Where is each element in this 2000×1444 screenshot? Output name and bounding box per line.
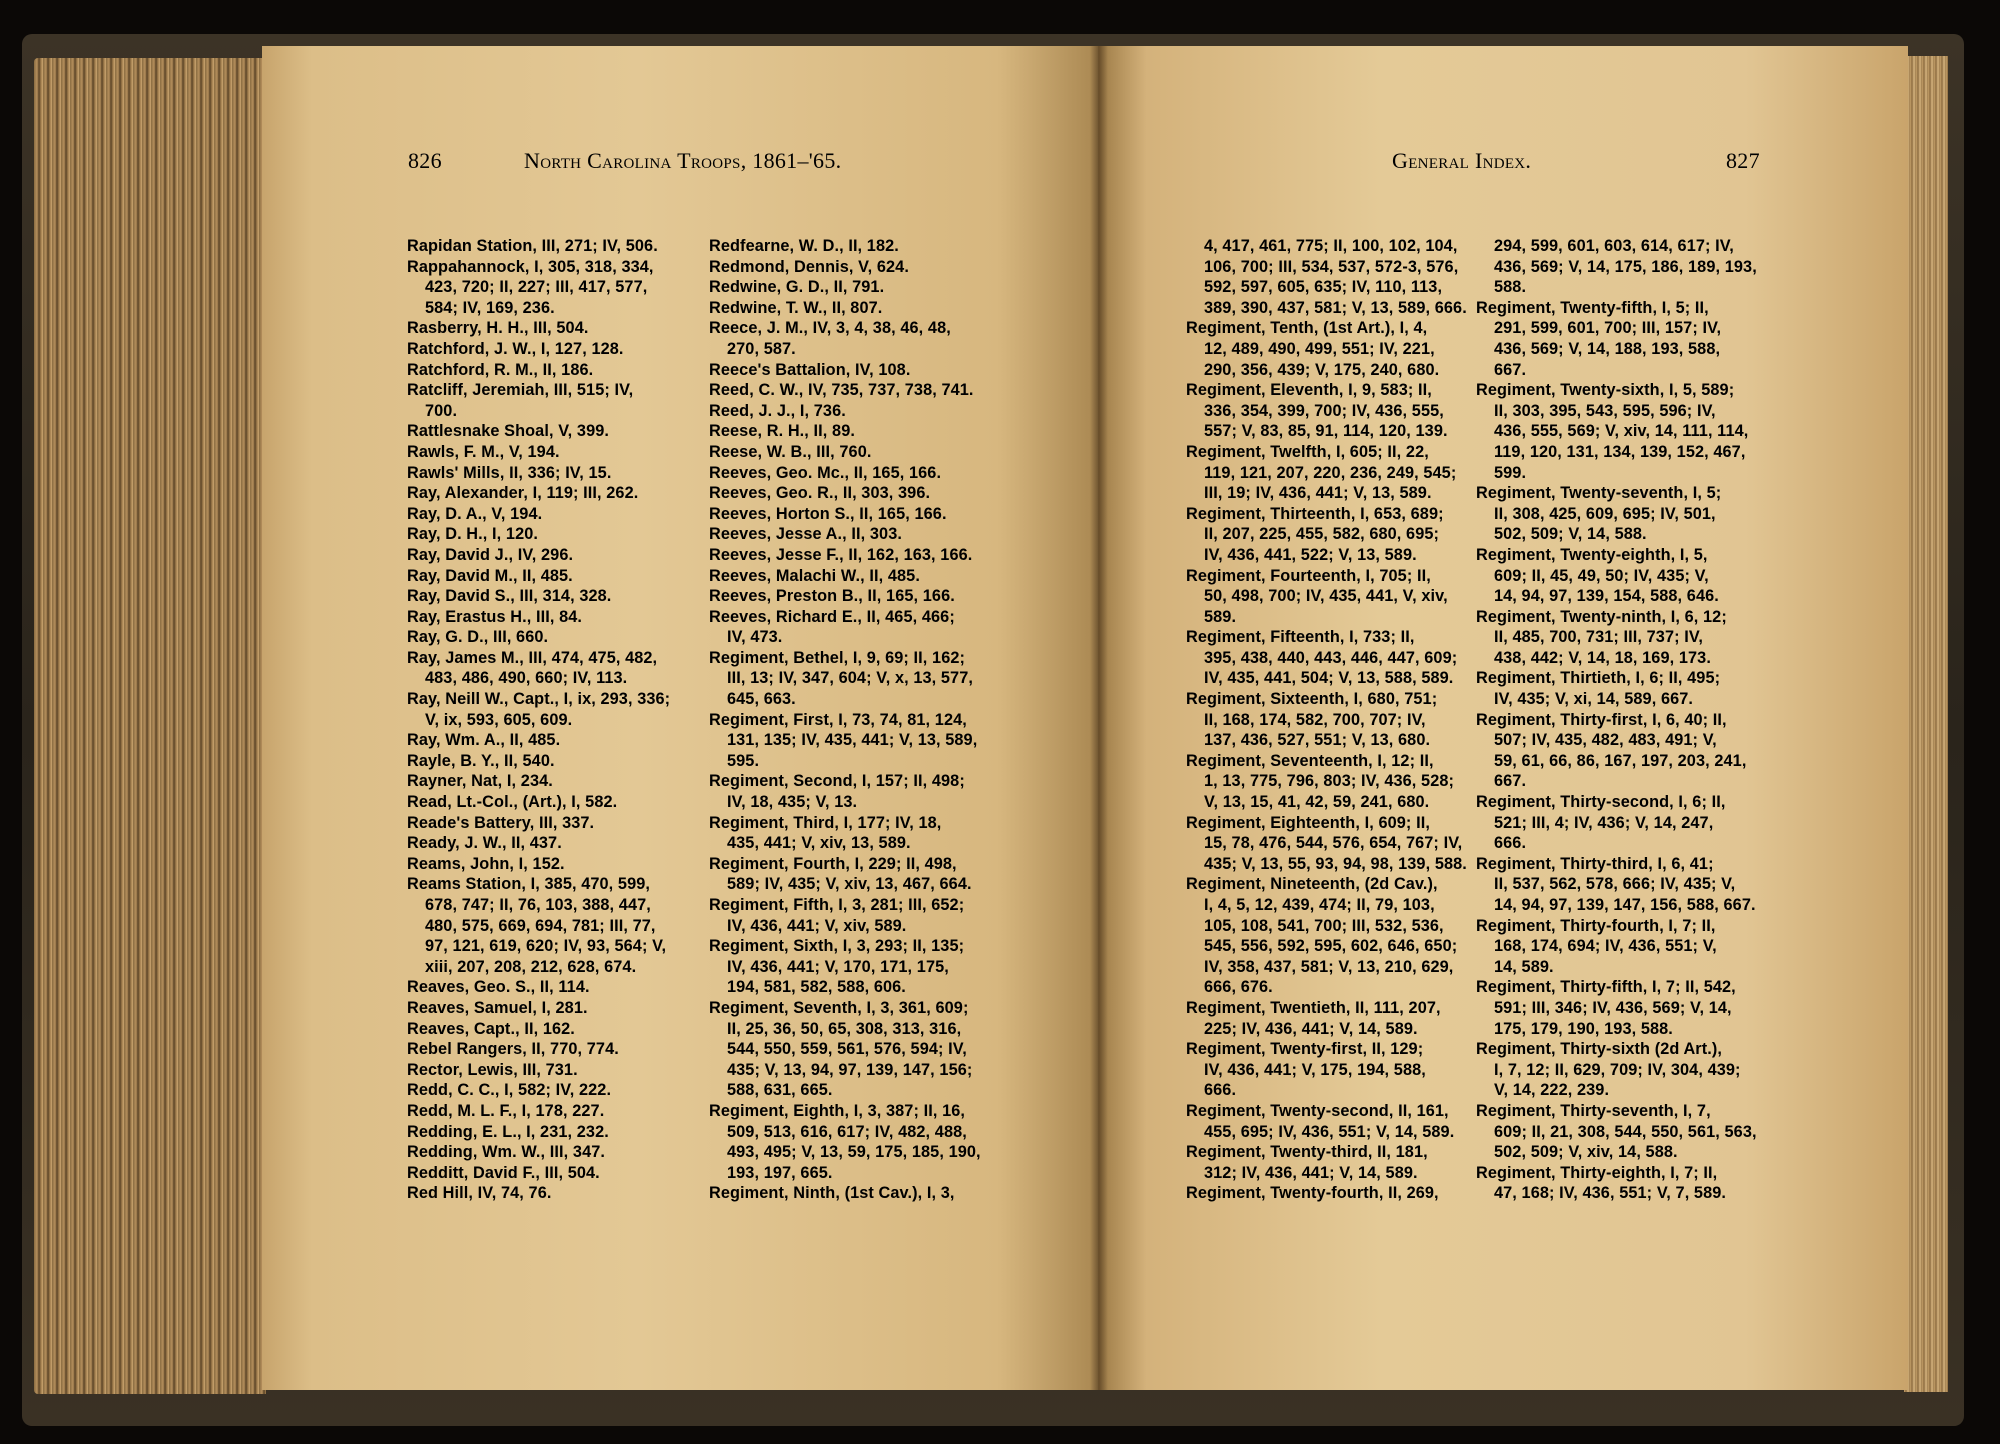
- index-entry-continuation: 545, 556, 592, 595, 602, 646, 650;: [1204, 937, 1458, 956]
- index-entry: Regiment, Thirty-eighth, I, 7; II,: [1476, 1163, 1718, 1182]
- index-entry: Reams, John, I, 152.: [407, 854, 565, 873]
- index-entry-continuation: 521; III, 4; IV, 436; V, 14, 247,: [1494, 813, 1714, 832]
- index-entry: Regiment, Third, I, 177; IV, 18,: [709, 813, 942, 832]
- index-entry-continuation: 592, 597, 605, 635; IV, 110, 113,: [1204, 278, 1443, 297]
- index-entry-continuation: 105, 108, 541, 700; III, 532, 536,: [1204, 916, 1444, 935]
- index-entry: Reaves, Capt., II, 162.: [407, 1019, 575, 1038]
- index-entry: Reams Station, I, 385, 470, 599,: [407, 875, 651, 894]
- index-entry: Reeves, Malachi W., II, 485.: [709, 566, 920, 585]
- index-entry: Regiment, Twenty-fourth, II, 269,: [1186, 1184, 1439, 1203]
- index-entry: Redding, E. L., I, 231, 232.: [407, 1122, 609, 1141]
- index-entry-continuation: 50, 498, 700; IV, 435, 441, V, xiv,: [1204, 587, 1448, 606]
- index-entry: Regiment, Thirteenth, I, 653, 689;: [1186, 504, 1444, 523]
- index-entry-continuation: 193, 197, 665.: [727, 1163, 833, 1182]
- index-entry: Redding, Wm. W., III, 347.: [407, 1143, 605, 1162]
- index-entry-continuation: 436, 569; V, 14, 175, 186, 189, 193,: [1494, 257, 1757, 276]
- index-entry-continuation: 14, 94, 97, 139, 154, 588, 646.: [1494, 587, 1719, 606]
- index-entry-continuation: IV, 436, 441, 522; V, 13, 589.: [1204, 545, 1417, 564]
- index-entry-continuation: V, 14, 222, 239.: [1494, 1081, 1610, 1100]
- index-entry: Reeves, Richard E., II, 465, 466;: [709, 607, 955, 626]
- index-entry: Reed, C. W., IV, 735, 737, 738, 741.: [709, 381, 974, 400]
- index-entry-continuation: II, 207, 225, 455, 582, 680, 695;: [1204, 525, 1440, 544]
- left-running-title: [524, 148, 841, 174]
- index-entry-continuation: 119, 121, 207, 220, 236, 249, 545;: [1204, 463, 1457, 482]
- index-entry: Regiment, Tenth, (1st Art.), I, 4,: [1186, 319, 1428, 338]
- index-entry-continuation: 493, 495; V, 13, 59, 175, 185, 190,: [727, 1143, 981, 1162]
- index-entry-continuation: 47, 168; IV, 436, 551; V, 7, 589.: [1494, 1184, 1727, 1203]
- index-entry-continuation: 666.: [1204, 1081, 1237, 1100]
- index-entry: Rasberry, H. H., III, 504.: [407, 319, 589, 338]
- index-entry-continuation: 609; II, 21, 308, 544, 550, 561, 563,: [1494, 1122, 1757, 1141]
- index-entry-continuation: 509, 513, 616, 617; IV, 482, 488,: [727, 1122, 967, 1141]
- index-entry-continuation: 480, 575, 669, 694, 781; III, 77,: [425, 916, 656, 935]
- index-entry: Reese, R. H., II, 89.: [709, 422, 855, 441]
- index-entry: Reeves, Jesse A., II, 303.: [709, 525, 902, 544]
- index-entry: Rebel Rangers, II, 770, 774.: [407, 1040, 619, 1059]
- index-entry: Rappahannock, I, 305, 318, 334,: [407, 257, 654, 276]
- index-entry: Regiment, Bethel, I, 9, 69; II, 162;: [709, 648, 966, 667]
- index-entry: Ready, J. W., II, 437.: [407, 834, 562, 853]
- index-entry-continuation: 589; IV, 435; V, xiv, 13, 467, 664.: [727, 875, 972, 894]
- index-entry: Regiment, Twenty-ninth, I, 6, 12;: [1476, 607, 1727, 626]
- right-running-title: General Index.: [1392, 148, 1532, 173]
- index-entry: Ray, D. H., I, 120.: [407, 525, 538, 544]
- index-entry: Regiment, Twenty-second, II, 161,: [1186, 1101, 1449, 1120]
- index-entry: Ray, Erastus H., III, 84.: [407, 607, 583, 626]
- index-entry: Ray, Alexander, I, 119; III, 262.: [407, 484, 639, 503]
- index-entry-continuation: 678, 747; II, 76, 103, 388, 447,: [425, 896, 651, 914]
- index-entry: Regiment, Twenty-third, II, 181,: [1186, 1143, 1428, 1162]
- index-entry-continuation: 666.: [1494, 834, 1527, 853]
- index-entry-continuation: 667.: [1494, 772, 1527, 791]
- index-entry: Ray, Wm. A., II, 485.: [407, 731, 561, 750]
- book-gutter: [1090, 46, 1108, 1390]
- index-entry-continuation: 15, 78, 476, 544, 576, 654, 767; IV,: [1204, 834, 1463, 853]
- index-entry: Reaves, Geo. S., II, 114.: [407, 978, 590, 997]
- index-entry-continuation: 502, 509; V, xiv, 14, 588.: [1494, 1143, 1678, 1162]
- index-entry: Regiment, Twelfth, I, 605; II, 22,: [1186, 442, 1429, 461]
- index-entry: Regiment, Thirty-second, I, 6; II,: [1476, 793, 1726, 812]
- index-entry: Regiment, Thirty-seventh, I, 7,: [1476, 1101, 1711, 1120]
- index-entry-continuation: 502, 509; V, 14, 588.: [1494, 525, 1647, 544]
- index-entry: Ray, David S., III, 314, 328.: [407, 587, 612, 606]
- page-edges-left: [34, 58, 266, 1394]
- index-entry-continuation: IV, 436, 441; V, xiv, 589.: [727, 916, 907, 935]
- index-entry-continuation: 12, 489, 490, 499, 551; IV, 221,: [1204, 339, 1435, 358]
- index-entry-continuation: 131, 135; IV, 435, 441; V, 13, 589,: [727, 731, 978, 750]
- index-entry: Reed, J. J., I, 736.: [709, 401, 846, 420]
- index-entry-continuation: II, 485, 700, 731; III, 737; IV,: [1494, 628, 1703, 647]
- index-entry: Regiment, Seventeenth, I, 12; II,: [1186, 751, 1434, 770]
- index-entry-continuation: 588, 631, 665.: [727, 1081, 833, 1100]
- index-entry: Regiment, Second, I, 157; II, 498;: [709, 772, 965, 791]
- index-entry: Rector, Lewis, III, 731.: [407, 1060, 578, 1079]
- page-edges-right: [1904, 56, 1948, 1392]
- right-index-column-1: [1186, 236, 1467, 1204]
- index-entry-continuation: II, 25, 36, 50, 65, 308, 313, 316,: [727, 1019, 962, 1038]
- index-entry-continuation: V, ix, 593, 605, 609.: [425, 710, 573, 729]
- index-entry: Redfearne, W. D., II, 182.: [709, 237, 899, 255]
- index-entry: Rawls' Mills, II, 336; IV, 15.: [407, 463, 612, 482]
- index-entry-continuation: IV, 435; V, xi, 14, 589, 667.: [1494, 690, 1694, 709]
- index-entry: Read, Lt.-Col., (Art.), I, 582.: [407, 793, 618, 812]
- index-entry: Regiment, Thirty-fourth, I, 7; II,: [1476, 916, 1716, 935]
- index-entry-continuation: xiii, 207, 208, 212, 628, 674.: [425, 957, 637, 976]
- index-entry: Regiment, First, I, 73, 74, 81, 124,: [709, 710, 967, 729]
- index-entry: Reece, J. M., IV, 3, 4, 38, 46, 48,: [709, 319, 951, 338]
- index-entry-continuation: III, 19; IV, 436, 441; V, 13, 589.: [1204, 484, 1432, 503]
- index-entry-continuation: 336, 354, 399, 700; IV, 436, 555,: [1204, 401, 1444, 420]
- index-entry: Rattlesnake Shoal, V, 399.: [407, 422, 609, 441]
- index-entry-continuation: 700.: [425, 401, 458, 420]
- index-entry-continuation: 14, 589.: [1494, 957, 1554, 976]
- index-entry: Regiment, Thirty-third, I, 6, 41;: [1476, 854, 1714, 873]
- index-entry-continuation: II, 308, 425, 609, 695; IV, 501,: [1494, 504, 1716, 523]
- index-entry: Reese, W. B., III, 760.: [709, 442, 872, 461]
- index-entry-continuation: II, 537, 562, 578, 666; IV, 435; V,: [1494, 875, 1736, 894]
- index-entry: Reaves, Samuel, I, 281.: [407, 998, 588, 1017]
- index-entry: Regiment, Nineteenth, (2d Cav.),: [1186, 875, 1438, 894]
- index-entry-continuation: 106, 700; III, 534, 537, 572-3, 576,: [1204, 257, 1459, 276]
- index-entry: Reeves, Horton S., II, 165, 166.: [709, 504, 947, 523]
- index-entry: Ray, James M., III, 474, 475, 482,: [407, 648, 658, 667]
- index-entry: Reeves, Geo. Mc., II, 165, 166.: [709, 463, 942, 482]
- index-entry-continuation: I, 7, 12; II, 629, 709; IV, 304, 439;: [1494, 1060, 1741, 1079]
- running-title-main: North Carolina Troops: [524, 148, 741, 173]
- index-entry-continuation: 609; II, 45, 49, 50; IV, 435; V,: [1494, 566, 1709, 585]
- index-entry-continuation: II, 303, 395, 543, 595, 596; IV,: [1494, 401, 1716, 420]
- index-entry-continuation: 435; V, 13, 55, 93, 94, 98, 139, 588.: [1204, 854, 1467, 873]
- index-entry: Redwine, G. D., II, 791.: [709, 278, 885, 297]
- index-entry: Ray, David M., II, 485.: [407, 566, 573, 585]
- index-entry-continuation: 438, 442; V, 14, 18, 169, 173.: [1494, 648, 1711, 667]
- index-entry: Regiment, Fifth, I, 3, 281; III, 652;: [709, 896, 965, 914]
- index-entry-continuation: 225; IV, 436, 441; V, 14, 589.: [1204, 1019, 1418, 1038]
- left-index-column-2: [709, 236, 981, 1204]
- index-entry-continuation: 119, 120, 131, 134, 139, 152, 467,: [1494, 442, 1746, 461]
- index-entry-continuation: 436, 569; V, 14, 188, 193, 588,: [1494, 339, 1721, 358]
- index-entry-continuation: 175, 179, 190, 193, 588.: [1494, 1019, 1673, 1038]
- index-entry-continuation: 595.: [727, 751, 760, 770]
- index-entry-continuation: IV, 436, 441; V, 170, 171, 175,: [727, 957, 949, 976]
- index-entry-continuation: 455, 695; IV, 436, 551; V, 14, 589.: [1204, 1122, 1455, 1141]
- index-entry-continuation: 507; IV, 435, 482, 483, 491; V,: [1494, 731, 1717, 750]
- index-entry: Regiment, Fourth, I, 229; II, 498,: [709, 854, 957, 873]
- index-entry: Reeves, Jesse F., II, 162, 163, 166.: [709, 545, 973, 564]
- index-entry: Regiment, Thirty-fifth, I, 7; II, 542,: [1476, 978, 1736, 997]
- index-entry-continuation: 591; III, 346; IV, 436, 569; V, 14,: [1494, 998, 1732, 1017]
- index-entry-continuation: 435, 441; V, xiv, 13, 589.: [727, 834, 911, 853]
- index-entry-continuation: 423, 720; II, 227; III, 417, 577,: [425, 278, 648, 297]
- index-entry-continuation: 194, 581, 582, 588, 606.: [727, 978, 906, 997]
- index-entry: Regiment, Sixteenth, I, 680, 751;: [1186, 690, 1438, 709]
- running-title-dates: , 1861–'65.: [740, 148, 842, 173]
- index-entry: Ratcliff, Jeremiah, III, 515; IV,: [407, 381, 634, 400]
- index-entry: Regiment, Twenty-fifth, I, 5; II,: [1476, 298, 1709, 317]
- index-entry: Regiment, Fourteenth, I, 705; II,: [1186, 566, 1431, 585]
- index-entry-continuation: 557; V, 83, 85, 91, 114, 120, 139.: [1204, 422, 1448, 441]
- index-entry-continuation: 483, 486, 490, 660; IV, 113.: [425, 669, 628, 688]
- index-entry-continuation: IV, 18, 435; V, 13.: [727, 793, 858, 812]
- index-entry: Regiment, Twenty-first, II, 129;: [1186, 1040, 1424, 1059]
- index-entry: Rawls, F. M., V, 194.: [407, 442, 560, 461]
- index-entry: Regiment, Ninth, (1st Cav.), I, 3,: [709, 1184, 955, 1203]
- index-entry: Ratchford, J. W., I, 127, 128.: [407, 339, 624, 358]
- index-entry: Red Hill, IV, 74, 76.: [407, 1184, 552, 1203]
- index-entry: Redd, C. C., I, 582; IV, 222.: [407, 1081, 612, 1100]
- index-entry-continuation: 584; IV, 169, 236.: [425, 298, 555, 317]
- index-entry: Reade's Battery, III, 337.: [407, 813, 595, 832]
- index-entry-continuation: 435; V, 13, 94, 97, 139, 147, 156;: [727, 1060, 973, 1079]
- index-entry: Regiment, Twentieth, II, 111, 207,: [1186, 998, 1441, 1017]
- index-entry: Rayle, B. Y., II, 540.: [407, 751, 555, 770]
- index-entry-continuation: III, 13; IV, 347, 604; V, x, 13, 577,: [727, 669, 973, 688]
- index-entry-continuation: 97, 121, 619, 620; IV, 93, 564; V,: [425, 937, 667, 956]
- index-entry: Regiment, Eleventh, I, 9, 583; II,: [1186, 381, 1432, 400]
- index-entry: Regiment, Sixth, I, 3, 293; II, 135;: [709, 937, 965, 956]
- index-entry-continuation: 14, 94, 97, 139, 147, 156, 588, 667.: [1494, 896, 1756, 914]
- index-entry: Regiment, Thirty-sixth (2d Art.),: [1476, 1040, 1723, 1059]
- index-entry-continuation: IV, 473.: [727, 628, 783, 647]
- index-entry: Regiment, Twenty-seventh, I, 5;: [1476, 484, 1722, 503]
- index-entry: Regiment, Eighth, I, 3, 387; II, 16,: [709, 1101, 966, 1120]
- index-entry: Regiment, Seventh, I, 3, 361, 609;: [709, 998, 969, 1017]
- index-entry-continuation: V, 13, 15, 41, 42, 59, 241, 680.: [1204, 793, 1430, 812]
- index-entry-continuation: 666, 676.: [1204, 978, 1273, 997]
- index-entry-continuation: 59, 61, 66, 86, 167, 197, 203, 241,: [1494, 751, 1747, 770]
- index-entry-continuation: 395, 438, 440, 443, 446, 447, 609;: [1204, 648, 1458, 667]
- index-entry: Ratchford, R. M., II, 186.: [407, 360, 594, 379]
- index-entry-continuation: 294, 599, 601, 603, 614, 617; IV,: [1494, 237, 1734, 255]
- index-entry: Regiment, Thirty-first, I, 6, 40; II,: [1476, 710, 1727, 729]
- index-entry: Reece's Battalion, IV, 108.: [709, 360, 911, 379]
- left-index-column-1: [407, 236, 670, 1204]
- index-entry-continuation: IV, 358, 437, 581; V, 13, 210, 629,: [1204, 957, 1454, 976]
- index-entry-continuation: 290, 356, 439; V, 175, 240, 680.: [1204, 360, 1440, 379]
- index-entry: Regiment, Twenty-sixth, I, 5, 589;: [1476, 381, 1735, 400]
- right-page-number: 827: [1726, 148, 1760, 173]
- index-entry: Redmond, Dennis, V, 624.: [709, 257, 909, 276]
- right-index-column-2: [1476, 236, 1757, 1204]
- index-entry: Reeves, Geo. R., II, 303, 396.: [709, 484, 931, 503]
- index-entry-continuation: 599.: [1494, 463, 1527, 482]
- index-entry-continuation: 4, 417, 461, 775; II, 100, 102, 104,: [1204, 237, 1458, 255]
- index-entry: Redwine, T. W., II, 807.: [709, 298, 883, 317]
- index-entry: Ray, Neill W., Capt., I, ix, 293, 336;: [407, 690, 671, 709]
- index-entry: Ray, G. D., III, 660.: [407, 628, 549, 647]
- index-entry-continuation: 436, 555, 569; V, xiv, 14, 111, 114,: [1494, 422, 1749, 441]
- index-entry-continuation: 667.: [1494, 360, 1527, 379]
- index-entry: Ray, David J., IV, 296.: [407, 545, 574, 564]
- index-entry: Redd, M. L. F., I, 178, 227.: [407, 1101, 605, 1120]
- index-entry: Rayner, Nat, I, 234.: [407, 772, 553, 791]
- index-entry-continuation: 589.: [1204, 607, 1237, 626]
- index-entry: Regiment, Fifteenth, I, 733; II,: [1186, 628, 1415, 647]
- index-entry-continuation: 588.: [1494, 278, 1527, 297]
- index-entry: Rapidan Station, III, 271; IV, 506.: [407, 237, 658, 255]
- index-entry-continuation: 270, 587.: [727, 339, 796, 358]
- index-entry: Regiment, Twenty-eighth, I, 5,: [1476, 545, 1708, 564]
- index-entry-continuation: 137, 436, 527, 551; V, 13, 680.: [1204, 731, 1431, 750]
- index-entry-continuation: 389, 390, 437, 581; V, 13, 589, 666.: [1204, 298, 1467, 317]
- index-entry: Reeves, Preston B., II, 165, 166.: [709, 587, 955, 606]
- index-entry-continuation: 168, 174, 694; IV, 436, 551; V,: [1494, 937, 1717, 956]
- index-entry-continuation: II, 168, 174, 582, 700, 707; IV,: [1204, 710, 1426, 729]
- index-entry: Ray, D. A., V, 194.: [407, 504, 543, 523]
- index-entry-continuation: IV, 435, 441, 504; V, 13, 588, 589.: [1204, 669, 1454, 688]
- index-entry-continuation: 645, 663.: [727, 690, 796, 709]
- index-entry-continuation: 312; IV, 436, 441; V, 14, 589.: [1204, 1163, 1418, 1182]
- index-entry-continuation: 544, 550, 559, 561, 576, 594; IV,: [727, 1040, 967, 1059]
- index-entry: Regiment, Thirtieth, I, 6; II, 495;: [1476, 669, 1721, 688]
- index-entry-continuation: IV, 436, 441; V, 175, 194, 588,: [1204, 1060, 1426, 1079]
- left-page-number: 826: [408, 148, 442, 173]
- index-entry-continuation: 1, 13, 775, 796, 803; IV, 436, 528;: [1204, 772, 1455, 791]
- index-entry: Redditt, David F., III, 504.: [407, 1163, 600, 1182]
- index-entry-continuation: 291, 599, 601, 700; III, 157; IV,: [1494, 319, 1722, 338]
- index-entry: Regiment, Eighteenth, I, 609; II,: [1186, 813, 1430, 832]
- index-entry-continuation: I, 4, 5, 12, 439, 474; II, 79, 103,: [1204, 896, 1435, 914]
